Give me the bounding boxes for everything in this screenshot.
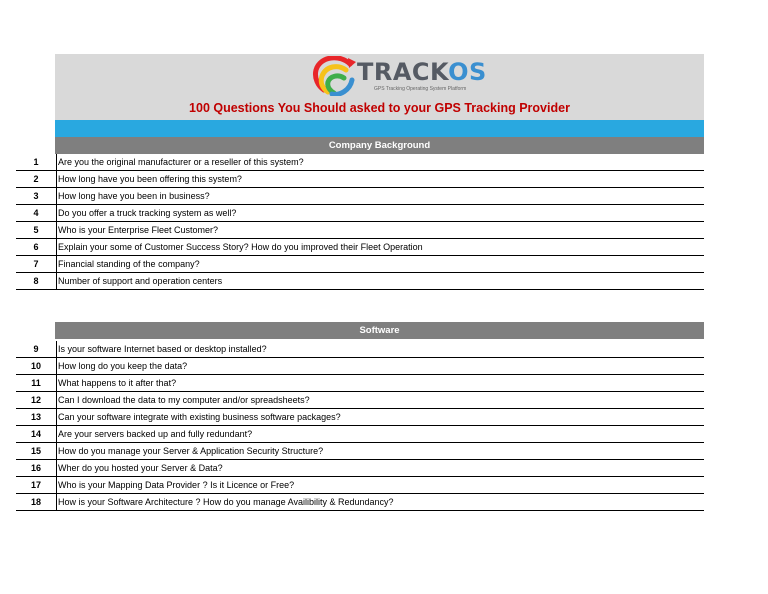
question-text: Explain your some of Customer Success Story? How do you improved their Fleet Operation	[58, 242, 423, 252]
column-divider	[56, 477, 57, 493]
column-divider	[56, 273, 57, 289]
section-rows-software	[16, 341, 704, 511]
table-row	[16, 477, 704, 494]
table-row	[16, 358, 704, 375]
column-divider	[56, 358, 57, 374]
question-text: Is your software Internet based or desktop installed?	[58, 344, 267, 354]
section-rows-company-background	[16, 154, 704, 290]
question-text: Are your servers backed up and fully redundant?	[58, 429, 253, 439]
column-divider	[56, 375, 57, 391]
question-text: How long have you been offering this system?	[58, 174, 242, 184]
table-row	[16, 392, 704, 409]
question-text: Do you offer a truck tracking system as well?	[58, 208, 237, 218]
question-text: What happens to it after that?	[58, 378, 177, 388]
column-divider	[56, 239, 57, 255]
question-number: 14	[30, 429, 41, 439]
column-divider	[56, 171, 57, 187]
table-row	[16, 375, 704, 392]
question-text: How long do you keep the data?	[58, 361, 188, 371]
question-number: 1	[33, 157, 39, 167]
question-number: 10	[30, 361, 41, 371]
question-number: 4	[33, 208, 39, 218]
table-row	[16, 409, 704, 426]
column-divider	[56, 443, 57, 459]
question-number: 12	[30, 395, 41, 405]
question-text: Financial standing of the company?	[58, 259, 200, 269]
column-divider	[56, 154, 57, 170]
table-row	[16, 341, 704, 358]
section-header-software: Software	[55, 322, 704, 339]
question-number: 15	[30, 446, 41, 456]
question-number: 7	[33, 259, 39, 269]
table-row	[16, 273, 704, 290]
question-text: Wher do you hosted your Server & Data?	[58, 463, 223, 473]
table-row	[16, 205, 704, 222]
column-divider	[56, 256, 57, 272]
question-text: Who is your Enterprise Fleet Customer?	[58, 225, 219, 235]
table-row	[16, 154, 704, 171]
table-row	[16, 426, 704, 443]
column-divider	[56, 392, 57, 408]
table-row	[16, 460, 704, 477]
table-row	[16, 494, 704, 511]
column-divider	[56, 341, 57, 357]
question-number: 16	[30, 463, 41, 473]
column-divider	[56, 205, 57, 221]
table-row	[16, 256, 704, 273]
question-number: 8	[33, 276, 39, 286]
table-row	[16, 443, 704, 460]
table-row	[16, 222, 704, 239]
column-divider	[56, 426, 57, 442]
trackos-swirl-logo-icon	[310, 56, 356, 96]
question-text: How do you manage your Server & Application Security Structure?	[58, 446, 324, 456]
logo-tagline: GPS Tracking Operating System Platform	[374, 86, 467, 92]
question-text: How is your Software Architecture ? How do you manage Availibility & Redundancy?	[58, 497, 394, 507]
question-number: 5	[33, 225, 39, 235]
question-number: 2	[33, 174, 39, 184]
trackos-logo	[310, 56, 487, 96]
question-text: Can I download the data to my computer and/or spreadsheets?	[58, 395, 310, 405]
column-divider	[56, 188, 57, 204]
question-number: 3	[33, 191, 39, 201]
question-number: 13	[30, 412, 41, 422]
question-number: 18	[30, 497, 41, 507]
question-text: Are you the original manufacturer or a reseller of this system?	[58, 157, 304, 167]
table-row	[16, 171, 704, 188]
question-number: 6	[33, 242, 39, 252]
table-row	[16, 188, 704, 205]
question-number: 9	[33, 344, 39, 354]
column-divider	[56, 460, 57, 476]
logo-wordmark: TRACKOS	[357, 58, 487, 86]
question-number: 11	[31, 378, 41, 388]
question-text: Who is your Mapping Data Provider ? Is it Licence or Free?	[58, 480, 295, 490]
section-header-company-background: Company Background	[55, 137, 704, 154]
column-divider	[56, 222, 57, 238]
column-divider	[56, 494, 57, 510]
question-text: How long have you been in business?	[58, 191, 210, 201]
question-text: Can your software integrate with existing business software packages?	[58, 412, 341, 422]
blue-band	[55, 120, 704, 137]
table-row	[16, 239, 704, 256]
question-text: Number of support and operation centers	[58, 276, 223, 286]
question-number: 17	[30, 480, 41, 490]
column-divider	[56, 409, 57, 425]
document-title: 100 Questions You Should asked to your GPS Tracking Provider	[189, 101, 570, 115]
